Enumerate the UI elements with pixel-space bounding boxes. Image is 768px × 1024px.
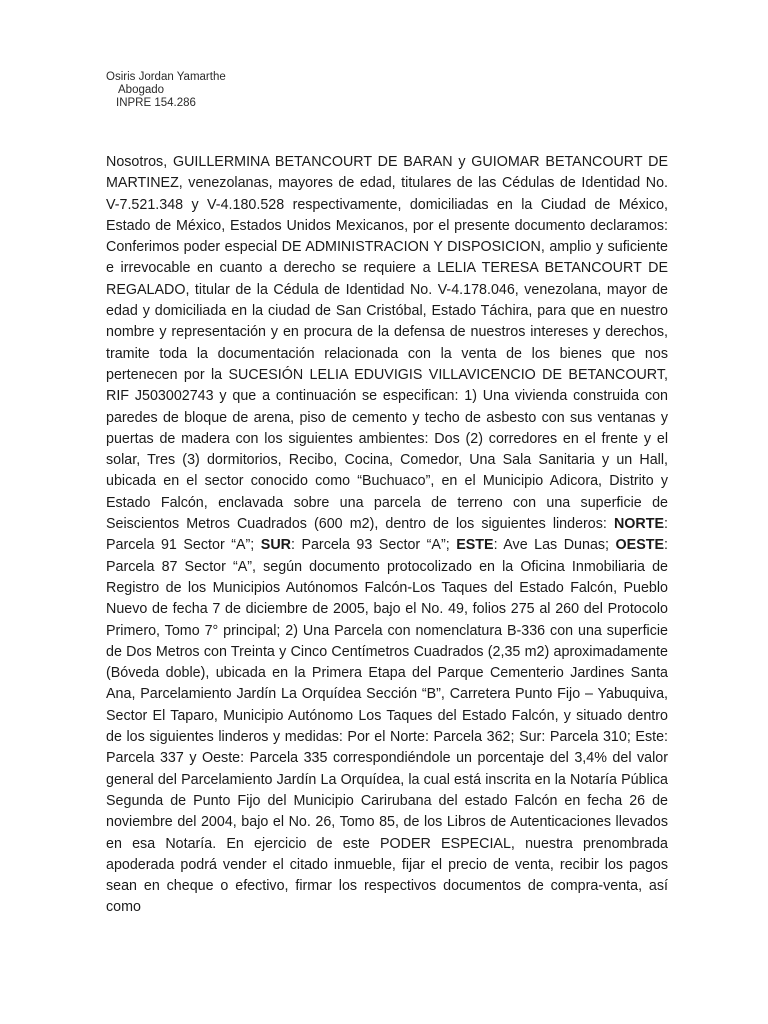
- letterhead: [106, 71, 226, 110]
- lindero-sur-label: SUR: [260, 537, 291, 554]
- lawyer-name: Osiris Jordan Yamarthe: [106, 71, 226, 83]
- lindero-este-text: : Ave Las Dunas;: [493, 537, 610, 554]
- lindero-este-label: ESTE: [456, 537, 494, 554]
- lindero-norte-text: : Parcela 91 Sector “A”;: [106, 516, 668, 554]
- lawyer-inpre: INPRE 154.286: [116, 97, 196, 109]
- lindero-norte-label: NORTE: [613, 516, 665, 533]
- body-paragraph-intro: Nosotros, GUILLERMINA BETANCOURT DE BARAN y GUIOMAR BETANCOURT DE MARTINEZ, venezolanas, mayores de edad, titulares de las Cédulas de Identidad No. V-7.521.348 y V-4.180.528 respectivamente, domiciliadas en la Ciudad de México, Estado de México, Estados Unidos Mexicanos, por el presente documento declaramos: Conferimos poder especial DE ADMINISTRACION Y DISPOSICION, amplio y suficiente e irrevocable en cuanto a derecho se requiere a LELIA TERESA BETANCOURT DE REGALADO, titular de la Cédula de Identidad No. V-4.178.046, venezolana, mayor de edad y domiciliada en la ciudad de San Cristóbal, Estado Táchira, para que en nuestro nombre y representación y en procura de la defensa de nuestros intereses y derechos, tramite toda la documentación relacionada con la venta de los bienes que nos pertenecen por la SUCESIÓN LELIA EDUVIGIS VILLAVICENCIO DE BETANCOURT, RIF J503002743 y que a continuación se especifican: 1) Una vivienda construida con paredes de bloque de arena, piso de cemento y techo de asbesto con sus ventanas y puertas de madera con los siguientes ambientes: Dos (2) corredores en el frente y el solar, Tres (3) dormitorios, Recibo, Cocina, Comedor, Una Sala Sanitaria y un Hall, ubicada en el sector conocido como “Buchuaco”, en el Municipio Adicora, Distrito y Estado Falcón, enclavada sobre una parcela de terreno con una superficie de Seiscientos Metros Cuadrados (600 m2), dentro de los siguientes linderos:: [106, 154, 668, 533]
- lindero-oeste-label: OESTE: [615, 537, 665, 554]
- body-paragraph-continuation: : Parcela 87 Sector “A”, según documento protocolizado en la Oficina Inmobiliaria de Registro de los Municipios Autónomos Falcón-Los Taques del Estado Falcón, Pueblo Nuevo de fecha 7 de diciembre de 2005, bajo el No. 49, folios 275 al 260 del Protocolo Primero, Tomo 7° principal; 2) Una Parcela con nomenclatura B-336 con una superficie de Dos Metros con Treinta y Cinco Centímetros Cuadrados (2,35 m2) aproximadamente (Bóveda doble), ubicada en la Primera Etapa del Parque Cementerio Jardines Santa Ana, Parcelamiento Jardín La Orquídea Sección “B”, Carretera Punto Fijo – Yabuquiva, Sector El Taparo, Municipio Autónomo Los Taques del Estado Falcón, y situado dentro de los siguientes linderos y medidas: Por el Norte: Parcela 362; Sur: Parcela 310; Este: Parcela 337 y Oeste: Parcela 335 correspondiéndole un porcentaje del 3,4% del valor general del Parcelamiento Jardín La Orquídea, la cual está inscrita en la Notaría Pública Segunda de Punto Fijo del Municipio Carirubana del estado Falcón en fecha 26 de noviembre del 2004, bajo el No. 26, Tomo 85, de los Libros de Autenticaciones llevados en esa Notaría. En ejercicio de este PODER ESPECIAL, nuestra prenombrada apoderada podrá vender el citado inmueble, fijar el precio de venta, recibir los pagos sean en cheque o efectivo, firmar los respectivos documentos de compra-venta, así como: [106, 537, 668, 916]
- lawyer-title: Abogado: [118, 84, 165, 96]
- lindero-sur-text: : Parcela 93 Sector “A”;: [290, 537, 450, 554]
- document-body: [106, 152, 668, 919]
